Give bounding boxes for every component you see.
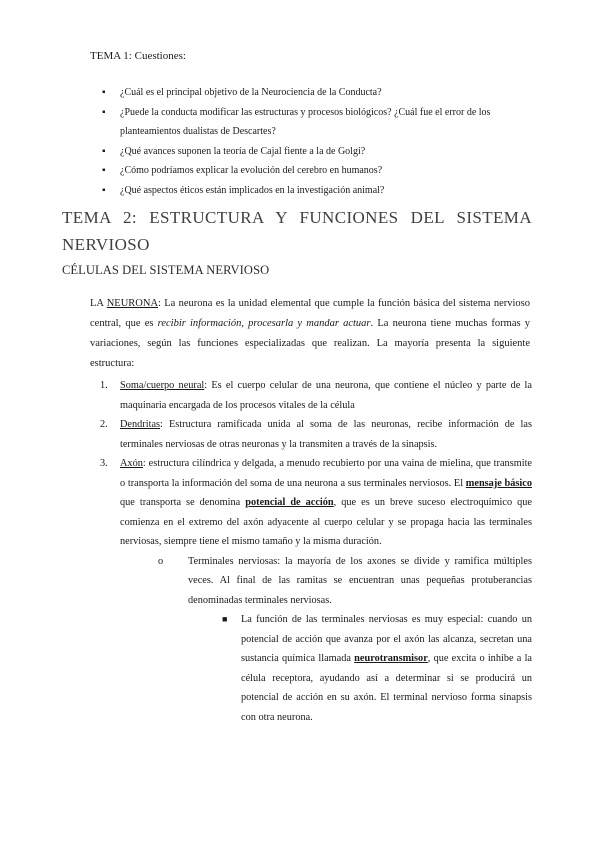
questions-title: TEMA 1: Cuestiones:	[90, 50, 186, 62]
bold-term-neurotransmisor: neurotransmisor	[354, 653, 428, 664]
intro-lead: LA	[90, 298, 107, 309]
structure-item-axon	[90, 454, 532, 727]
question-item: ▪ ¿Cuál es el principal objetivo de la Neurociencia de la Conducta?	[100, 83, 530, 103]
intro-term-neurona: NEURONA	[106, 298, 159, 309]
intro-text-1: : La neurona es la unidad elemental que cumple la función básica del sistema nervioso central, que es	[90, 298, 530, 329]
item-text: : Estructura ramificada unida al soma de las neuronas, recibe información de las terminales nerviosas de otras neuronas y la transmiten a través de la sinapsis.	[120, 419, 532, 450]
item-text: : Es el cuerpo celular de una neurona, que contiene el núcleo y parte de la maquinaria encargada de los procesos vitales de la célula	[120, 380, 532, 411]
question-item: ▪ ¿Qué avances suponen la teoría de Cajal fiente a la de Golgi?	[100, 142, 530, 162]
item-text: , que es un breve suceso electroquímico que comienza en el extremo del axón adyacente al cuerpo celular y se propaga hacia las terminales nerviosas, siempre tiene el mismo tamaño y la misma duración.	[120, 497, 532, 547]
item-term: Axón	[120, 458, 143, 469]
neuron-intro-paragraph	[90, 294, 530, 374]
item-number: 2.	[100, 419, 108, 430]
item-number: 1.	[100, 380, 108, 391]
item-text: que transporta se denomina	[120, 497, 246, 508]
item-number: 3.	[100, 458, 108, 469]
bold-term-potencial-de-accion: potencial de acción	[245, 497, 334, 508]
structure-item-soma	[90, 376, 532, 415]
intro-italic: recibir información, procesarla y mandar actuar	[157, 318, 371, 329]
item-text: : estructura cilíndrica y delgada, a menudo recubierto por una vaina de mielina, que transmite o transporta la información del soma de una neurona a sus terminales nerviosos. El	[120, 458, 532, 489]
item-term: Soma/cuerpo neural	[120, 380, 205, 391]
intro-text-2: . La neurona tiene muchas formas y variaciones, según las funciones especializadas que realizan. La mayoría presenta la siguiente estructura:	[90, 318, 530, 369]
item-term: Dendritas	[120, 419, 161, 430]
circle-bullet: o	[158, 555, 164, 567]
square-bullet: ■	[222, 614, 228, 624]
detail-text-1: La función de las terminales nerviosas es muy especial: cuando un potencial de acción que avanza por el axón las alcanza, secretan una sustancia química llamada	[241, 614, 532, 664]
main-title: TEMA 2: ESTRUCTURA Y FUNCIONES DEL SISTEMA NERVIOSO	[62, 208, 532, 254]
question-item: ▪ ¿Cómo podríamos explicar la evolución del cerebro en humanos?	[100, 161, 530, 181]
terminals-detail-item	[218, 610, 532, 727]
questions-list	[100, 83, 530, 200]
neuron-structure-list	[90, 376, 532, 727]
bold-term-mensaje-basico: mensaje básico	[465, 477, 532, 489]
detail-text-2: , que excita o inhibe a la célula receptora, ayudando así a determinar si se producirá un potencial de acción en su axón. El terminal nervioso forma sinapsis con otra neurona.	[241, 653, 533, 723]
question-item: ▪ ¿Qué aspectos éticos están implicados en la investigación animal?	[100, 181, 530, 201]
question-item: ▪ ¿Puede la conducta modificar las estructuras y procesos biológicos? ¿Cuál fue el error de los planteamientos dualistas de Descartes?	[100, 103, 530, 142]
section-title: CÉLULAS DEL SISTEMA NERVIOSO	[62, 263, 270, 277]
structure-item-dendritas	[90, 415, 532, 454]
terminals-subitem	[150, 552, 532, 728]
terminals-text: Terminales nerviosas: la mayoría de los axones se divide y ramifica múltiples veces. Al final de las ramitas se encuentran unas pequeñas protuberancias denominadas terminales nerviosas.	[188, 555, 532, 606]
